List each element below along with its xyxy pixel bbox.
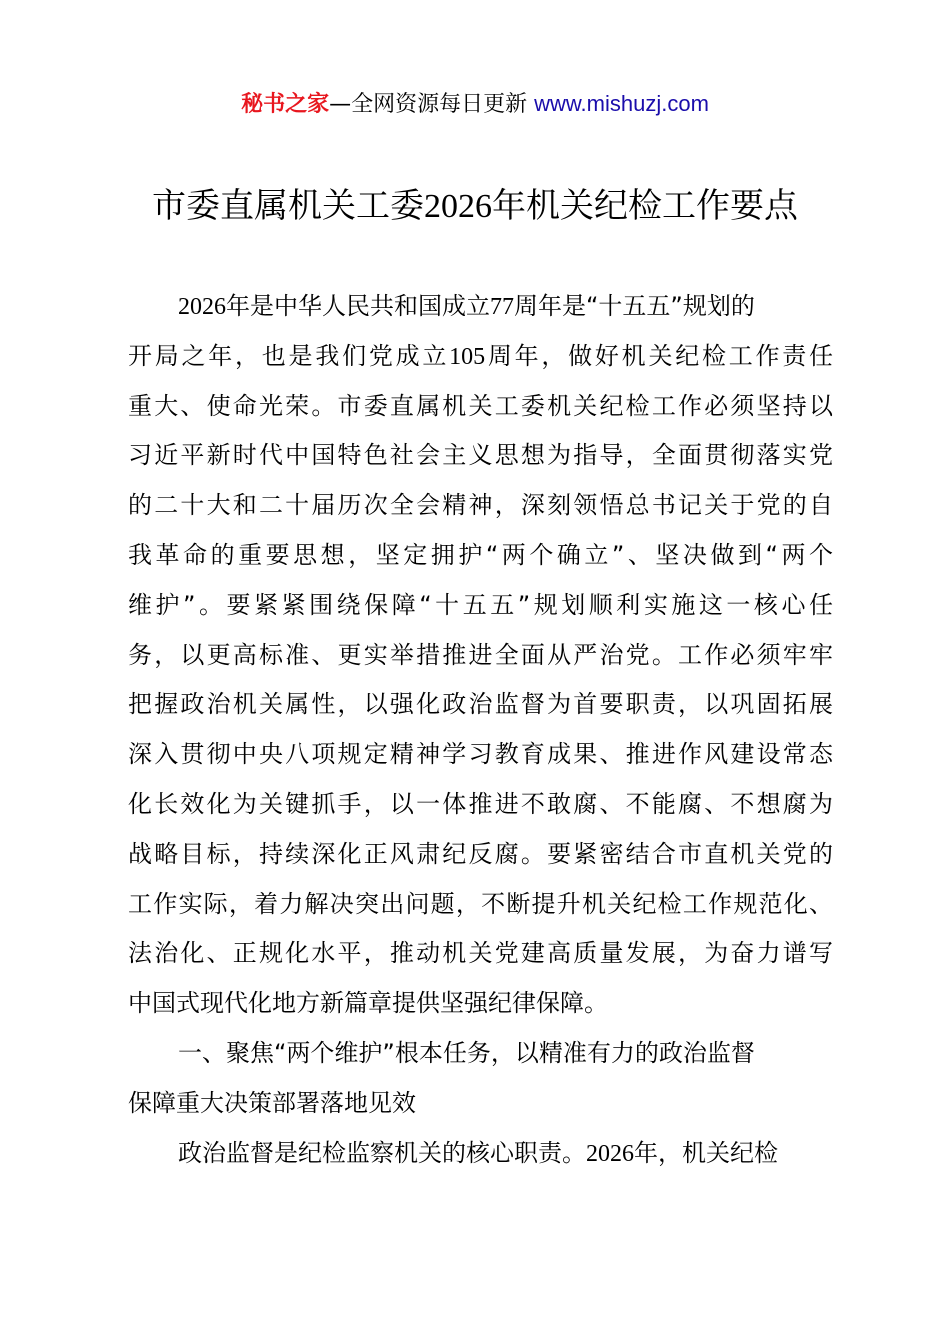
paragraph-line: 开局之年，也是我们党成立105周年，做好机关纪检工作责任: [128, 341, 834, 370]
numeral: 2026: [178, 294, 226, 320]
paragraph-line: 我革命的重要思想，坚定拥护“两个确立”、坚决做到“两个: [128, 540, 833, 569]
paragraph-line: 把握政治机关属性，以强化政治监督为首要职责，以巩固拓展: [128, 690, 833, 719]
title-year: 2026: [424, 188, 492, 225]
document-body: [128, 282, 833, 1178]
brand-name: 秘书之家: [241, 92, 330, 117]
paragraph-line: 务，以更高标准、更实举措推进全面从严治党。工作必须牢牢: [128, 640, 833, 669]
paragraph-intro: [128, 282, 833, 1029]
paragraph-line: 政治监督是纪检监察机关的核心职责。2026年，机关纪检: [178, 1138, 778, 1167]
numeral: 77: [490, 294, 514, 320]
heading-line: 保障重大决策部署落地见效: [128, 1088, 416, 1117]
document-title: [0, 180, 950, 233]
paragraph-line: 化长效化为关键抓手，以一体推进不敢腐、不能腐、不想腐为: [128, 789, 833, 818]
paragraph-line: 的二十大和二十届历次全会精神，深刻领悟总书记关于党的自: [128, 491, 833, 520]
paragraph-line: 中国式现代化地方新篇章提供坚强纪律保障。: [128, 989, 608, 1018]
section-heading-1: [128, 1029, 833, 1129]
numeral: 105: [449, 343, 486, 370]
paragraph-line: 工作实际，着力解决突出问题，不断提升机关纪检工作规范化、: [128, 889, 833, 918]
paragraph-line: 法治化、正规化水平，推动机关党建高质量发展，为奋力谱写: [128, 939, 833, 968]
heading-line: 一、聚焦“两个维护”根本任务，以精准有力的政治监督: [178, 1038, 755, 1067]
site-header: [0, 88, 950, 121]
paragraph-line: 维护”。要紧紧围绕保障“十五五”规划顺利实施这一核心任: [128, 590, 833, 619]
title-part-2: 年机关纪检工作要点: [492, 186, 798, 226]
paragraph-line: 重大、使命光荣。市委直属机关工委机关纪检工作必须坚持以: [128, 391, 833, 420]
site-url-link[interactable]: www.mishuzj.com: [534, 91, 709, 116]
paragraph-line: 深入贯彻中央八项规定精神学习教育成果、推进作风建设常态: [128, 740, 833, 769]
paragraph-line: 2026年是中华人民共和国成立77周年是“十五五”规划的: [178, 292, 755, 320]
title-part-1: 市委直属机关工委: [152, 186, 424, 226]
header-tagline: —全网资源每日更新: [329, 92, 528, 117]
paragraph-line: 战略目标，持续深化正风肃纪反腐。要紧密结合市直机关党的: [128, 839, 833, 868]
paragraph-line: 习近平新时代中国特色社会主义思想为指导，全面贯彻落实党: [128, 441, 833, 470]
numeral: 2026: [586, 1140, 634, 1167]
paragraph-political-supervision: [128, 1129, 833, 1179]
